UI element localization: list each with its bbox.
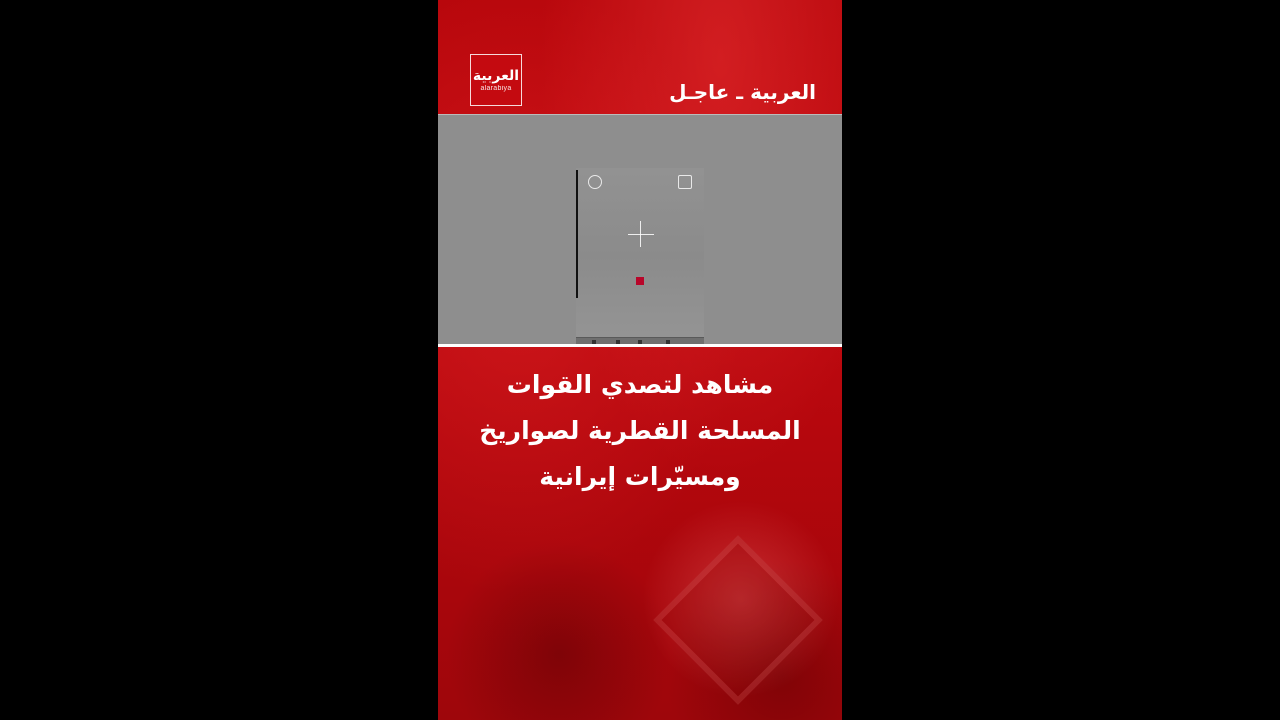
headline-line-1: مشاهد لتصدي القوات [506,370,774,399]
emblem-right-icon [678,175,692,189]
headline-line-3: ومسيّرات إيرانية [539,462,741,491]
emblem-left-icon [588,175,602,189]
video-control-bar[interactable] [576,337,704,344]
target-marker-icon [636,277,644,285]
headline-line-2: المسلحة القطرية لصواريخ [479,416,801,445]
divider-line [438,344,842,347]
crosshair-vertical-icon [640,221,641,247]
breaking-news-label: العربية ـ عاجـل [669,80,816,104]
headline [468,362,812,500]
video-edge-bar [576,170,578,298]
crosshair-horizontal-icon [628,234,654,235]
logo-arabic-text: العربية [472,67,520,84]
video-inset-frame [576,168,704,344]
short-video-frame[interactable] [438,0,842,720]
alarabiya-logo [470,54,522,106]
logo-latin-text: alarabiya [480,84,512,92]
embedded-video-footage[interactable] [438,114,842,344]
